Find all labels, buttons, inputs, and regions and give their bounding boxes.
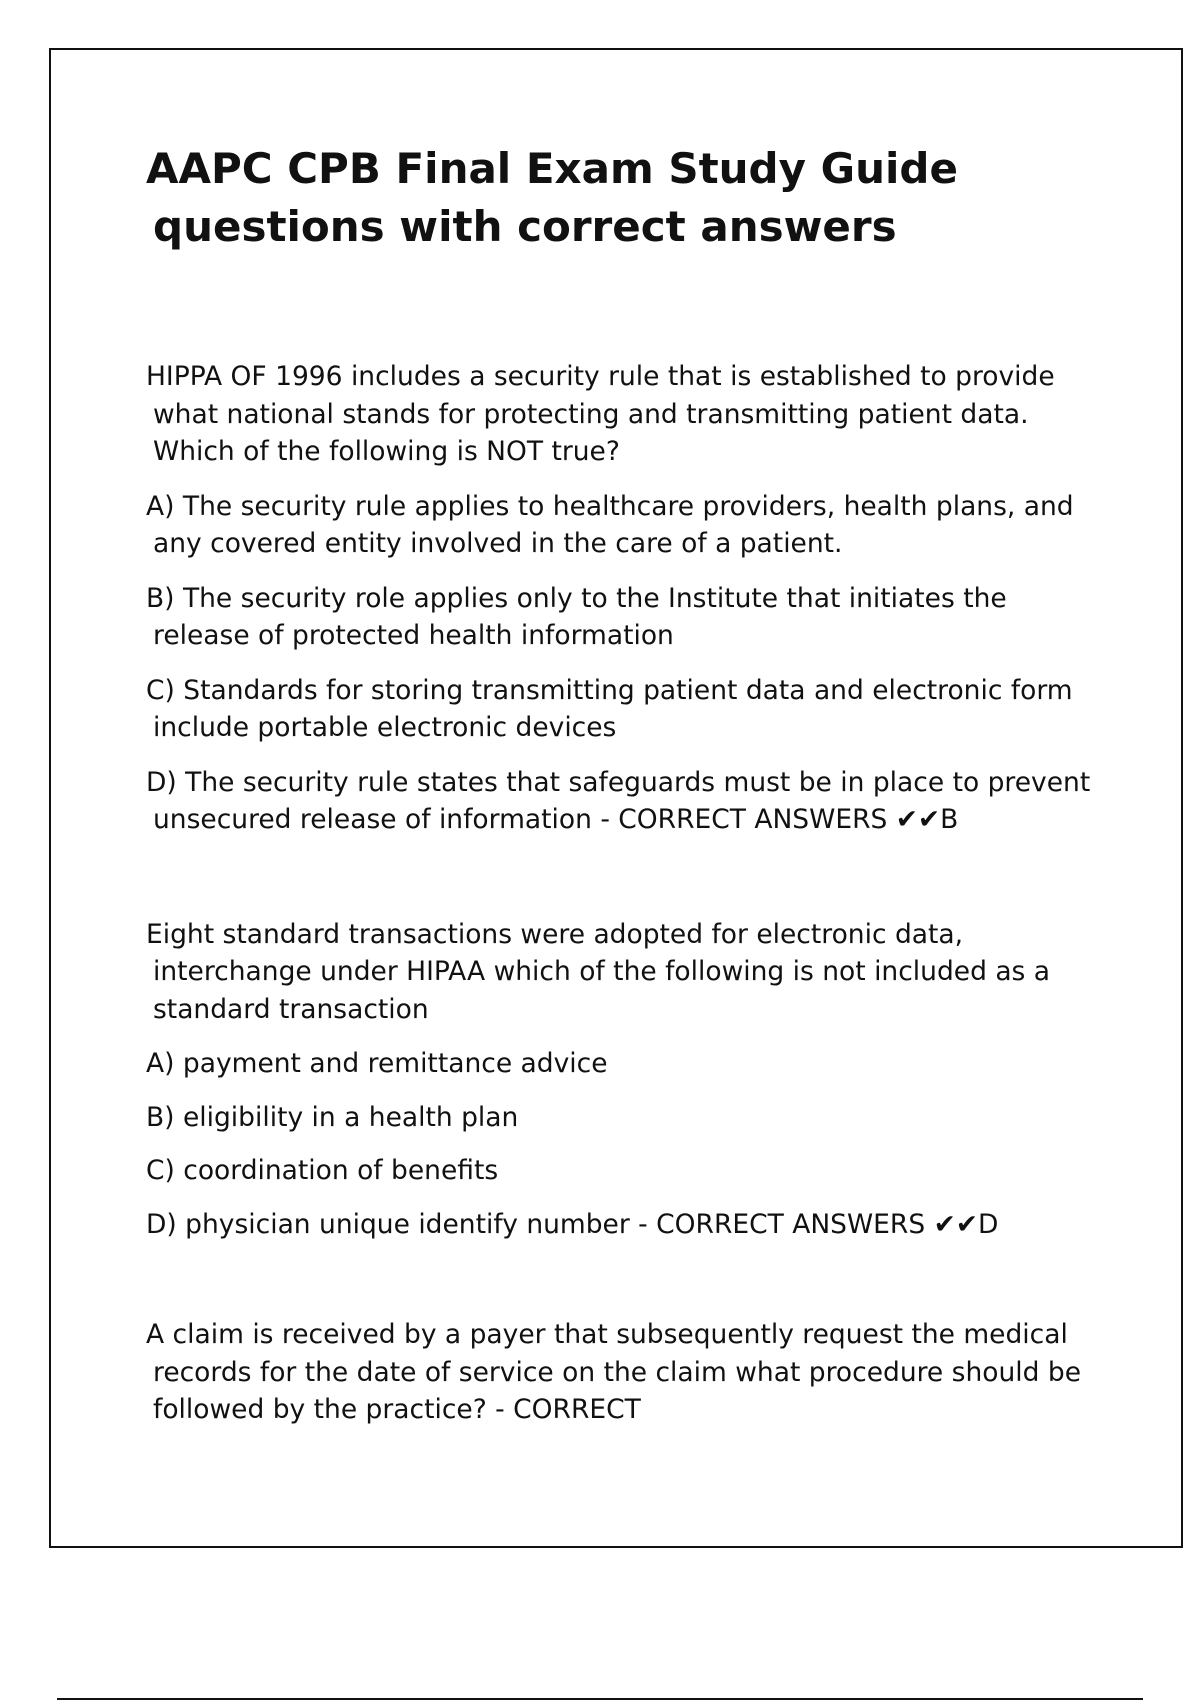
document-content (146, 140, 1096, 1429)
question-text: A claim is received by a payer that subsequently request the medical records for the date of service on the claim what procedure should be followed by the practice? - CORRECT (146, 1319, 1082, 1425)
answer-option-b: B) The security role applies only to the Institute that initiates the release of protected health information (146, 582, 1007, 651)
answer-option-d: D) The security rule states that safeguards must be in place to prevent unsecured release of information - CORRECT ANSWERS ✔✔B (146, 766, 1091, 835)
question-text: HIPPA OF 1996 includes a security rule that is established to provide what national stands for protecting and transmitting patient data. Which of the following is NOT true? (146, 361, 1055, 467)
question-2 (146, 916, 1096, 1244)
question-1 (146, 358, 1096, 839)
document-title: AAPC CPB Final Exam Study Guide questions with correct answers (146, 144, 958, 251)
answer-option-b: B) eligibility in a health plan (146, 1101, 519, 1133)
question-3 (146, 1316, 1096, 1429)
answer-option-d: D) physician unique identify number - CORRECT ANSWERS ✔✔D (146, 1208, 999, 1240)
answer-option-a: A) payment and remittance advice (146, 1048, 608, 1079)
answer-option-c: C) Standards for storing transmitting patient data and electronic form include portable electronic devices (146, 674, 1073, 743)
question-text: Eight standard transactions were adopted for electronic data, interchange under HIPAA which of the following is not included as a standard transaction (146, 918, 1051, 1025)
answer-option-a: A) The security rule applies to healthcare providers, health plans, and any covered entity involved in the care of a patient. (146, 490, 1074, 559)
answer-option-c: C) coordination of benefits (146, 1155, 499, 1186)
